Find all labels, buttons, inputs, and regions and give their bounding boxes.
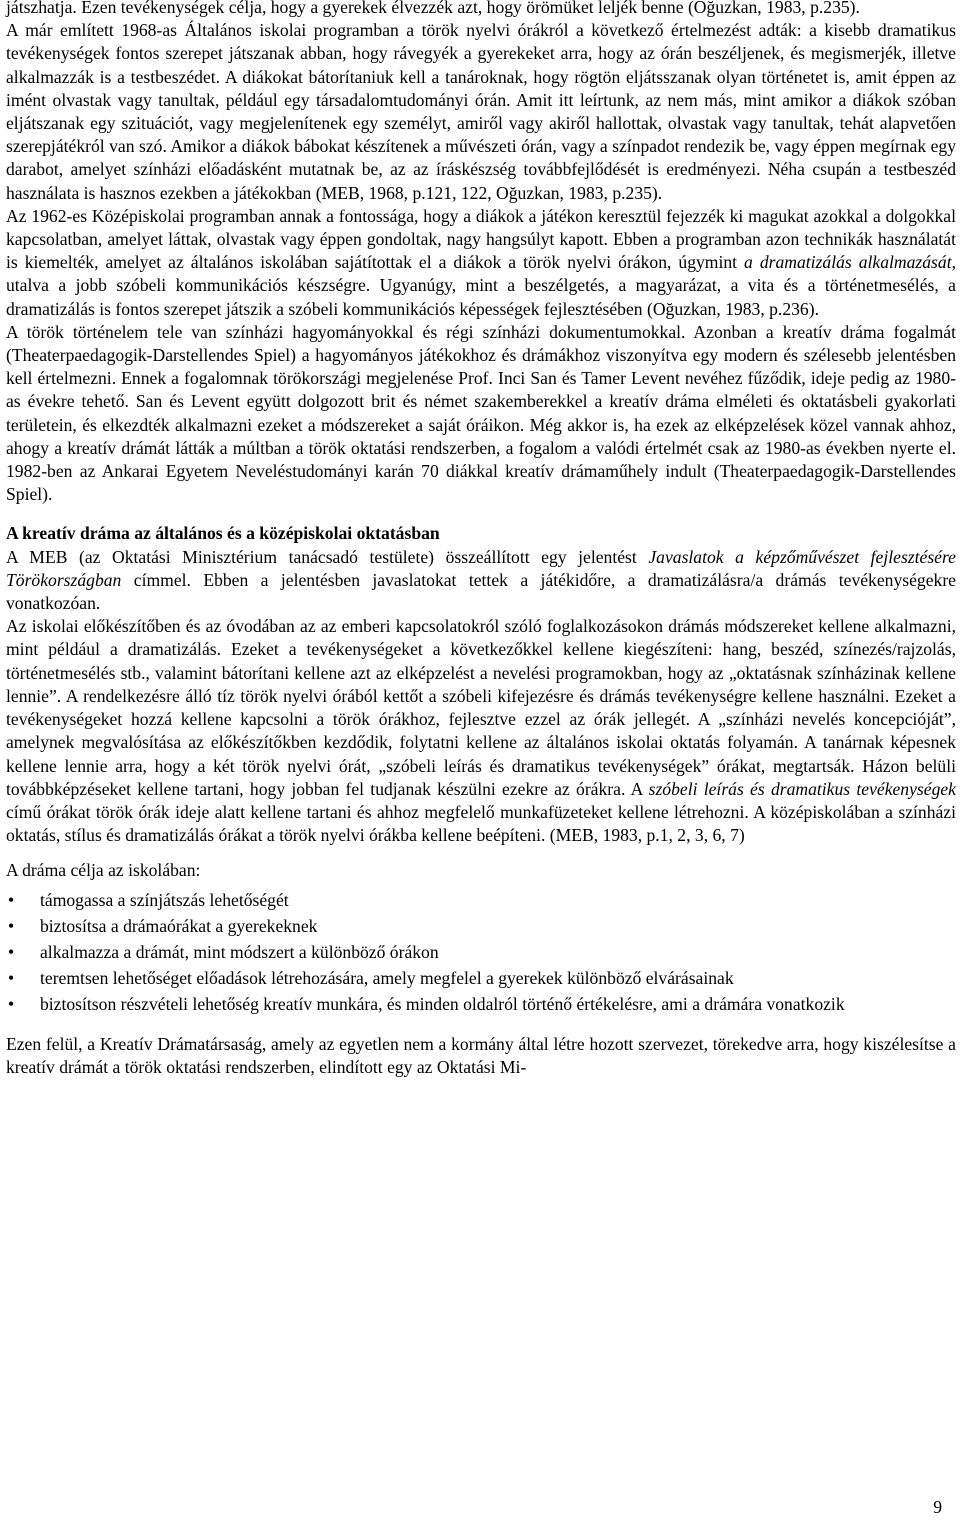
paragraph-1962-program xyxy=(6,205,956,321)
paragraph-turkish-history: A török történelem tele van színházi hagyományokkal és régi színházi dokumentumokkal. Azonban a kreatív dráma fogalmát (Theaterpaedagogik-Darstellendes Spiel) a hagyományos játékokhoz és drámákhoz viszonyítva egy modern és szélesebb jelentésben kell értelmezni. Ennek a fogalomnak törökországi megjelenése Prof. Inci San és Tamer Levent nevéhez fűződik, ideje pedig az 1980-as évekre tehető. San és Levent együtt dolgozott brit és német szakemberekkel a kreatív dráma elméleti és oktatásbeli gyakorlati területein, és elkezdték alkalmazni ezeket a módszereket a saját óráikon. Még akkor is, ha ezek az elképzelések közel vannak ahhoz, ahogy a kreatív drámát látták a múltban a török oktatási rendszerben, a fogalom a valódi értelmét csak az 1980-as években nyerte el. 1982-ben az Ankarai Egyetem Neveléstudományi karán 70 diákkal kreatív drámaműhely indult (Theaterpaedagogik-Darstellendes Spiel). xyxy=(6,321,956,505)
emphasis-text: a dramatizálás alkalmazását xyxy=(744,252,952,273)
text-run: , utalva a jobb szóbeli kommunikációs készségre. Ugyanúgy, mint a beszélgetés, a magyarázat, a vita és a történetmesélés, a dramatizálás is fontos szerepet játszik a szóbeli kommunikációs képességek fejlesztésében (Oğuzkan, 1983, p.236). xyxy=(6,252,956,319)
text-run: Az 1962-es Középiskolai programban annak a fontossága, hogy a diákok a játékon keresztül fejezzék ki magukat azokkal a dolgokkal kapcsolatban, amelyet láttak, olvastak vagy éppen gondoltak, nagy hangsúlyt kapott. Ebben a programban azon technikák használatát is kiemelték, amelyet az általános iskolában sajátítottak el a diákok a török nyelvi órákon, úgymint xyxy=(6,205,956,273)
list-item: • biztosítson részvételi lehetőség kreatív munkára, és minden oldalról történő értékelésre, ami a drámára vonatkozik xyxy=(6,993,956,1016)
paragraph-continuation: játszhatja. Ezen tevékenységek célja, hogy a gyerekek élvezzék azt, hogy örömüket leljék benne (Oğuzkan, 1983, p.235). xyxy=(6,0,860,17)
text-run: című órákat török órák ideje alatt kellene tartani és ahhoz megfelelő munkafüzeteket kellene létrehozni. A középiskolában a színházi oktatás, stílus és dramatizálás órákat a török nyelvi órákba kellene beépíteni. (MEB, 1983, p.1, 2, 3, 6, 7) xyxy=(6,801,956,846)
list-item: • biztosítsa a drámaórákat a gyerekeknek xyxy=(6,915,956,938)
emphasis-text: Javaslatok a képzőművészet fejlesztésére Törökországban xyxy=(6,546,956,590)
document-page xyxy=(6,0,956,1079)
paragraph-preschool xyxy=(6,615,956,847)
list-item: • alkalmazza a drámát, mint módszert a különböző órákon xyxy=(6,941,956,964)
text-run: Az iskolai előkészítőben és az óvodában az az emberi kapcsolatokról szóló foglalkozásokon drámás módszereket kellene alkalmazni, mint például a dramatizálás. Ezeket a tevékenységeket a következőkkel kellene kiegészíteni: hang, beszéd, színezés/rajzolás, történetmesélés stb., valamint bátorítani kellene azt az elképzelést a nevelési programokban, hogy az „oktatásnak színházinak kellene lennie”. A rendelkezésre álló tíz török nyelvi órából kettőt a szóbeli kifejezésre és drámás tevékenységre kellene használni. Ezeket a tevékenységeket hozzá kellene kapcsolni a török órákhoz, fejlesztve ezzel az órák jellegét. A „színházi nevelés koncepcióját”, amelynek megvalósítása az előkészítőkben kezdődik, folytatni kellene az általános iskolai oktatás folyamán. A tanárnak képesnek kellene lennie arra, hogy a két török nyelvi órát, „szóbeli leírás és dramatikus tevékenységek” órákat, megtartsák. Házon belüli továbbképzéseket kellene tartani, hogy jobban fel tudjanak készülni ezekre az órákra. A xyxy=(6,616,956,799)
list-intro: A dráma célja az iskolában: xyxy=(6,860,201,881)
text-run: A MEB (az Oktatási Minisztérium tanácsadó testülete) összeállított egy jelentést xyxy=(6,546,649,567)
list-item: • teremtsen lehetőséget előadások létrehozására, amely megfelel a gyerekek különböző elvárásainak xyxy=(6,967,956,990)
paragraph-1968-program: A már említett 1968-as Általános iskolai programban a török nyelvi órákról a következő értelmezést adták: a kisebb dramatikus tevékenységek fontos szerepet játszanak abban, hogy rávegyék a gyerekeket arra, hogy az órán beszéljenek, és megismerjék, illetve alkalmazzák is a testbeszédet. A diákokat bátorítaniuk kell a tanároknak, hogy rögtön eljátsszanak olyan történetet is, amit éppen az imént olvastak vagy tanultak, például egy társadalomtudományi órán. Amit itt leírtunk, az nem más, mint amikor a diákok szóban eljátszanak egy szituációt, vagy megjelenítenek egy személyt, amiről vagy akiről hallottak, olvastak vagy tanultak, tehát alapvetően szerepjátékról van szó. Amikor a diákok bábokat készítenek a művészeti órán, vagy a színpadot rendezik be, vagy éppen megírnak egy darabot, amelyet színházi előadásként mutatnak be, az az íráskészség továbbfejlődését is eredményezi. Néha csupán a testbeszéd használata is hasznos ezekben a játékokban (MEB, 1968, p.121, 122, Oğuzkan, 1983, p.235). xyxy=(6,20,956,203)
text-run: címmel. Ebben a jelentésben javaslatokat tettek a játékidőre, a dramatizálásra/a drámás tevékenységekre vonatkozóan. xyxy=(6,569,956,614)
page-number: 9 xyxy=(933,1497,942,1517)
paragraph-creative-drama-society: Ezen felül, a Kreatív Drámatársaság, amely az egyetlen nem a kormány által létre hozott szervezet, törekedve arra, hogy kiszélesítse a kreatív drámát a török oktatási rendszerben, elindított egy az Oktatási Mi- xyxy=(6,1033,956,1077)
list-item: • támogassa a színjátszás lehetőségét xyxy=(6,889,956,912)
emphasis-text: szóbeli leírás és dramatikus tevékenységek xyxy=(648,778,956,799)
paragraph-meb-report xyxy=(6,546,956,616)
section-heading: A kreatív dráma az általános és a középiskolai oktatásban xyxy=(6,523,440,544)
goals-list xyxy=(6,889,956,1017)
